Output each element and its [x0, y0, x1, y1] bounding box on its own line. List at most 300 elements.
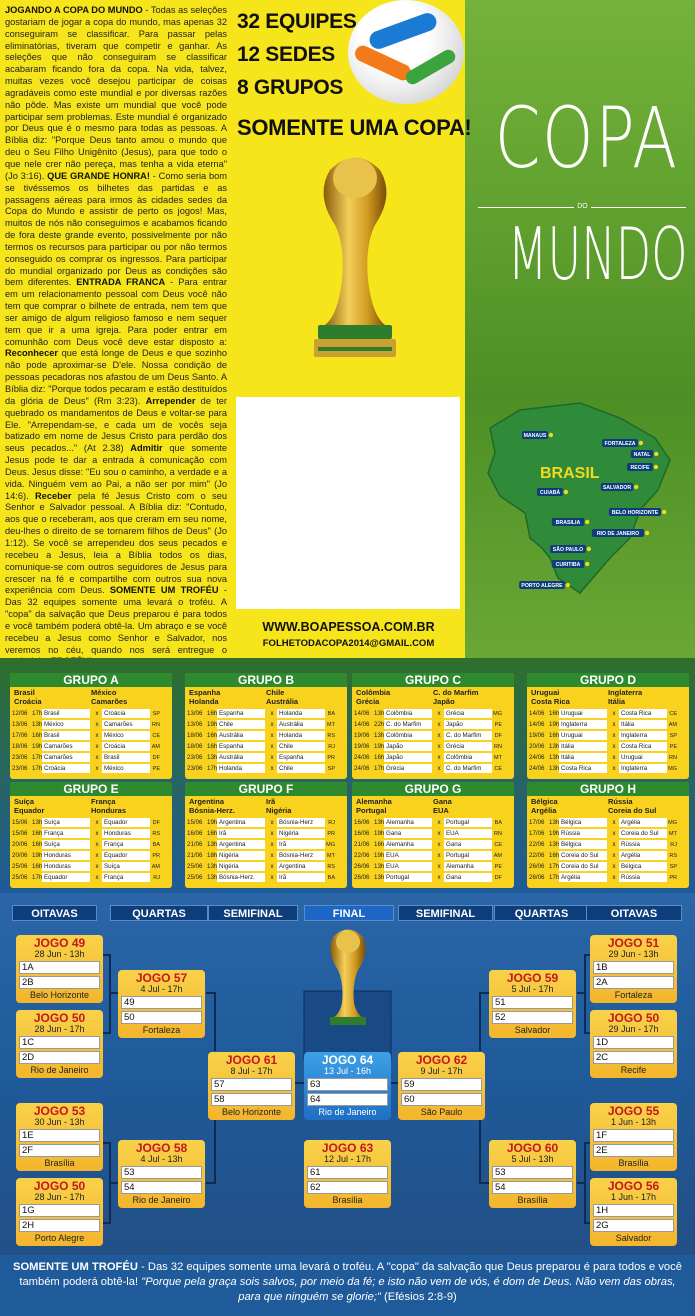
- home-team-cell[interactable]: Equador: [42, 873, 90, 882]
- team-slot-1[interactable]: 1E: [19, 1129, 100, 1142]
- match-time: 13h: [32, 819, 43, 826]
- team-slot-1[interactable]: 1B: [593, 961, 674, 974]
- match-city: Rio de Janeiro: [318, 1107, 377, 1117]
- match-row: [12, 850, 170, 861]
- home-team-cell[interactable]: Portugal: [384, 873, 432, 882]
- team-slot-2[interactable]: 2G: [593, 1219, 674, 1232]
- match-date: 28 Jun - 13h: [34, 949, 85, 959]
- match-date: 17/06: [529, 830, 545, 837]
- match-state: MT: [327, 852, 335, 859]
- match-time: 17h: [549, 863, 560, 870]
- match-state: CE: [494, 841, 502, 848]
- match-row: [187, 763, 345, 774]
- home-team-cell[interactable]: França: [42, 829, 90, 838]
- away-team-cell[interactable]: Holanda: [277, 731, 325, 740]
- away-team-cell[interactable]: Rússia: [619, 840, 667, 849]
- away-team-cell[interactable]: Nigéria: [277, 829, 325, 838]
- city-label: BRASILIA: [555, 520, 581, 526]
- home-team-cell[interactable]: Holanda: [217, 764, 265, 773]
- away-team-cell[interactable]: Brasil: [102, 753, 150, 762]
- phase-header: FINAL: [304, 905, 394, 921]
- away-team-cell[interactable]: Croácia: [102, 742, 150, 751]
- match-row: [354, 861, 512, 872]
- group-team: Alemanha: [356, 797, 392, 806]
- match-card-j49: [16, 935, 103, 1003]
- away-team-cell[interactable]: Argentina: [277, 862, 325, 871]
- team-slot-1[interactable]: 1G: [19, 1204, 100, 1217]
- group-card: [527, 673, 689, 779]
- team-slot-1[interactable]: 1F: [593, 1129, 674, 1142]
- footer-reference: (Efésios 2:8-9): [380, 1291, 457, 1303]
- match-date: 23/06: [12, 765, 28, 772]
- group-team: Bósnia-Herz.: [189, 806, 235, 815]
- match-time: 16h: [32, 841, 43, 848]
- home-team-cell[interactable]: Costa Rica: [559, 764, 607, 773]
- match-state: MG: [668, 819, 677, 826]
- away-team-cell[interactable]: Camarões: [102, 720, 150, 729]
- away-team-cell[interactable]: Bélgica: [619, 862, 667, 871]
- phase-header: QUARTAS: [494, 905, 589, 921]
- home-team-cell[interactable]: Honduras: [42, 851, 90, 860]
- away-team-cell[interactable]: França: [102, 873, 150, 882]
- home-team-cell[interactable]: Itália: [559, 753, 607, 762]
- group-team: Portugal: [356, 806, 387, 815]
- home-team-cell[interactable]: Colômbia: [384, 731, 432, 740]
- match-date: 9 Jul - 17h: [420, 1066, 463, 1076]
- home-team-cell[interactable]: Uruguai: [559, 731, 607, 740]
- away-team-cell[interactable]: Portugal: [444, 851, 492, 860]
- team-slot-1[interactable]: 49: [121, 996, 202, 1009]
- group-title: GRUPO C: [352, 673, 514, 687]
- match-date: 17/06: [12, 732, 28, 739]
- match-card-j50a: [16, 1010, 103, 1078]
- home-team-cell[interactable]: Inglaterra: [559, 720, 607, 729]
- group-team: Croácia: [14, 697, 42, 706]
- match-date: 13/06: [187, 721, 203, 728]
- match-date: 18/06: [187, 743, 203, 750]
- match-time: 19h: [374, 743, 385, 750]
- match-time: 13h: [207, 863, 218, 870]
- match-date: 24/06: [529, 765, 545, 772]
- city-dot: [639, 441, 643, 445]
- away-team-cell[interactable]: Portugal: [444, 818, 492, 827]
- home-team-cell[interactable]: Alemanha: [384, 818, 432, 827]
- match-time: 16h: [207, 710, 218, 717]
- home-team-cell[interactable]: Espanha: [217, 709, 265, 718]
- match-card-j55: [590, 1103, 677, 1171]
- city-dot: [549, 433, 553, 437]
- away-team-cell[interactable]: Grécia: [444, 709, 492, 718]
- group-card: [10, 673, 172, 779]
- home-team-cell[interactable]: Brasil: [42, 731, 90, 740]
- city-dot: [654, 465, 658, 469]
- team-slot-2[interactable]: 54: [121, 1181, 202, 1194]
- home-team-cell[interactable]: Bélgica: [559, 818, 607, 827]
- team-slot-2[interactable]: 62: [307, 1181, 388, 1194]
- match-city: Belo Horizonte: [29, 990, 90, 1000]
- score-separator: x: [437, 754, 441, 761]
- match-date: 20/06: [12, 841, 28, 848]
- match-row: [12, 828, 170, 839]
- match-state: RS: [327, 863, 335, 870]
- match-row: [354, 817, 512, 828]
- group-title: GRUPO B: [185, 673, 347, 687]
- home-team-cell[interactable]: Nigéria: [217, 862, 265, 871]
- group-team: EUA: [433, 806, 449, 815]
- home-team-cell[interactable]: Suíça: [42, 840, 90, 849]
- group-card: [10, 782, 172, 888]
- match-title: JOGO 59: [506, 971, 559, 985]
- away-team-cell[interactable]: Japão: [444, 720, 492, 729]
- team-slot-1[interactable]: 51: [492, 996, 573, 1009]
- away-team-cell[interactable]: Chile: [277, 764, 325, 773]
- group-card: [527, 782, 689, 888]
- match-date: 4 Jul - 17h: [140, 984, 183, 994]
- home-team-cell[interactable]: Nigéria: [217, 851, 265, 860]
- group-team: Brasil: [14, 688, 35, 697]
- match-city: Brasília: [618, 1158, 649, 1168]
- match-state: CE: [494, 765, 502, 772]
- team-slot-1[interactable]: 1A: [19, 961, 100, 974]
- match-card-j56: [590, 1178, 677, 1246]
- away-team-cell[interactable]: Espanha: [277, 753, 325, 762]
- team-slot-2[interactable]: 64: [307, 1093, 388, 1106]
- team-slot-1[interactable]: 53: [492, 1166, 573, 1179]
- match-state: RJ: [153, 874, 160, 881]
- match-state: BA: [327, 710, 335, 717]
- letter-para-2: - Como seria bom se tivéssemos os bilhetes das partidas e as passagens aéreas para irmos às cidades sedes da Copa do Mundo e assistir de perto os jogos! Mas, muitos de nós não conseguimos e acabamos ficando de fora deste grande evento, possivelmente por não termos os recursos para participar ou por não termos conseguido os comprar os ingressos. Para participar do mundial organizado por Deus as condições são bem diferentes.: [5, 170, 227, 288]
- team-slot-2[interactable]: 60: [401, 1093, 482, 1106]
- match-date: 17/06: [529, 819, 545, 826]
- match-state: PR: [152, 852, 160, 859]
- match-state: MG: [668, 765, 677, 772]
- team-slot-2[interactable]: 2H: [19, 1219, 100, 1232]
- home-team-cell[interactable]: Croácia: [42, 764, 90, 773]
- group-team: Costa Rica: [531, 697, 570, 706]
- group-title: GRUPO E: [10, 782, 172, 796]
- home-team-cell[interactable]: Argélia: [559, 873, 607, 882]
- away-team-cell[interactable]: Honduras: [102, 829, 150, 838]
- website-link[interactable]: WWW.BOAPESSOA.COM.BR: [262, 620, 435, 634]
- team-slot-1[interactable]: 61: [307, 1166, 388, 1179]
- home-team-cell[interactable]: EUA: [384, 862, 432, 871]
- score-separator: x: [270, 863, 274, 870]
- match-city: Fortaleza: [142, 1025, 181, 1035]
- home-team-cell[interactable]: Alemanha: [384, 840, 432, 849]
- away-team-cell[interactable]: Rússia: [619, 873, 667, 882]
- group-team: Argélia: [531, 806, 557, 815]
- away-team-cell[interactable]: Irã: [277, 840, 325, 849]
- home-team-cell[interactable]: Austrália: [217, 731, 265, 740]
- city-label: PORTO ALEGRE: [521, 583, 563, 589]
- match-state: AM: [151, 863, 160, 870]
- team-slot-2[interactable]: 58: [211, 1093, 292, 1106]
- match-city: Belo Horizonte: [221, 1107, 282, 1117]
- match-row: [12, 817, 170, 828]
- group-team: Espanha: [189, 688, 221, 697]
- score-separator: x: [612, 743, 616, 750]
- match-title: JOGO 50: [607, 1011, 660, 1025]
- match-time: 13h: [549, 841, 560, 848]
- away-team-cell[interactable]: México: [102, 764, 150, 773]
- match-row: [529, 719, 687, 730]
- final-trophy-image: [318, 925, 378, 1030]
- match-row: [12, 730, 170, 741]
- away-team-cell[interactable]: C. do Marfim: [444, 764, 492, 773]
- score-separator: x: [612, 852, 616, 859]
- city-dot: [634, 485, 638, 489]
- letter-para-5: de ter quebrado os mandamentos de Deus e voltar-se para Ele. "Arrependam-se, e cada um de vocês seja batizado em nome de Jesus Cristo para perdão dos seus pecados..." (At 2.38): [5, 395, 227, 454]
- match-time: 16h: [32, 830, 43, 837]
- score-separator: x: [437, 841, 441, 848]
- away-team-cell[interactable]: Argélia: [619, 818, 667, 827]
- away-team-cell[interactable]: Gana: [444, 873, 492, 882]
- match-date: 26/06: [354, 863, 370, 870]
- city-dot: [566, 583, 570, 587]
- score-separator: x: [437, 732, 441, 739]
- group-title: GRUPO H: [527, 782, 689, 796]
- phase-header: OITAVAS: [586, 905, 682, 921]
- home-team-cell[interactable]: Bélgica: [559, 840, 607, 849]
- team-slot-2[interactable]: 2E: [593, 1144, 674, 1157]
- match-city: Fortaleza: [614, 990, 653, 1000]
- away-team-cell[interactable]: Alemanha: [444, 862, 492, 871]
- home-team-cell[interactable]: Bósnia-Herz.: [217, 873, 265, 882]
- match-state: PR: [327, 830, 335, 837]
- match-date: 30 Jun - 13h: [34, 1117, 85, 1127]
- match-state: MT: [669, 830, 677, 837]
- city-label: MANAUS: [523, 433, 547, 439]
- away-team-cell[interactable]: Irã: [277, 873, 325, 882]
- match-state: PE: [494, 721, 502, 728]
- away-team-cell[interactable]: Argélia: [619, 851, 667, 860]
- away-team-cell[interactable]: Bósnia-Herz: [277, 851, 325, 860]
- match-row: [187, 839, 345, 850]
- home-team-cell[interactable]: Argentina: [217, 818, 265, 827]
- match-state: RS: [327, 732, 335, 739]
- home-team-cell[interactable]: Japão: [384, 742, 432, 751]
- phase-header: OITAVAS: [12, 905, 97, 921]
- match-time: 13h: [549, 743, 560, 750]
- city-label: CURITIBA: [555, 562, 581, 568]
- home-team-cell[interactable]: Japão: [384, 753, 432, 762]
- team-slot-2[interactable]: 52: [492, 1011, 573, 1024]
- letter-para-1: - Todas as seleções gostariam de jogar a copa do mundo, mas apenas 32 conseguiram se classificar. Para passar pelas eliminatórias, tiveram que competir e ganhar. As seleções que não conseguiram se classificar acabaram ficando fora da copa. Na vida, talvez, muitas vezes você desejou participar de coisas agradáveis como este mundial e por diversas razões não pôde. Mas existe um mundial que você pode participar sem problemas. Este mundial é organizado por Deus que é o mesmo para todas as pessoas. A Bíblia diz: "Porque Deus tanto amou o mundo que deu o Seu Filho Unigênito (Jesus), para que todo o que nele crer não pereça, mas tenha a vida eterna" (Jo 3:16).: [5, 5, 227, 181]
- score-separator: x: [95, 830, 99, 837]
- home-team-cell[interactable]: Suíça: [42, 818, 90, 827]
- home-team-cell[interactable]: Uruguai: [559, 709, 607, 718]
- match-time: 16h: [374, 841, 385, 848]
- match-date: 19/06: [354, 732, 370, 739]
- home-team-cell[interactable]: EUA: [384, 851, 432, 860]
- away-team-cell[interactable]: Suíça: [102, 862, 150, 871]
- match-date: 12/06: [12, 710, 28, 717]
- score-separator: x: [612, 863, 616, 870]
- match-time: 17h: [374, 765, 385, 772]
- match-date: 5 Jul - 17h: [511, 984, 554, 994]
- team-slot-2[interactable]: 54: [492, 1181, 573, 1194]
- home-team-cell[interactable]: Rússia: [559, 829, 607, 838]
- away-team-cell[interactable]: EUA: [444, 829, 492, 838]
- match-time: 13h: [374, 819, 385, 826]
- match-date: 22/06: [529, 852, 545, 859]
- title-copa: COPA: [494, 89, 679, 187]
- match-title: JOGO 53: [33, 1104, 86, 1118]
- match-card-j62: [398, 1052, 485, 1120]
- match-date: 1 Jun - 13h: [610, 1117, 657, 1127]
- team-slot-1[interactable]: 63: [307, 1078, 388, 1091]
- match-card-j53: [16, 1103, 103, 1171]
- team-slot-1[interactable]: 59: [401, 1078, 482, 1091]
- match-date: 29 Jun - 17h: [608, 1024, 659, 1034]
- group-team: Equador: [14, 806, 45, 815]
- team-slot-2[interactable]: 2D: [19, 1051, 100, 1064]
- home-team-cell[interactable]: Grécia: [384, 764, 432, 773]
- away-team-cell[interactable]: Equador: [102, 818, 150, 827]
- match-date: 14/06: [354, 721, 370, 728]
- away-team-cell[interactable]: França: [102, 840, 150, 849]
- match-row: [529, 763, 687, 774]
- city-label: FORTALEZA: [604, 441, 636, 447]
- score-separator: x: [95, 819, 99, 826]
- team-slot-1[interactable]: 1H: [593, 1204, 674, 1217]
- group-team: Grécia: [356, 697, 380, 706]
- match-date: 23/06: [12, 754, 28, 761]
- away-team-cell[interactable]: Gana: [444, 840, 492, 849]
- group-team: Austrália: [266, 697, 299, 706]
- match-time: 18h: [207, 852, 218, 859]
- home-team-cell[interactable]: Itália: [559, 742, 607, 751]
- match-date: 24/06: [354, 754, 370, 761]
- away-team-cell[interactable]: Croácia: [102, 709, 150, 718]
- match-date: 25/06: [187, 874, 203, 881]
- group-team: Honduras: [91, 806, 127, 815]
- away-team-cell[interactable]: México: [102, 731, 150, 740]
- match-date: 25/06: [12, 863, 28, 870]
- home-team-cell[interactable]: Gana: [384, 829, 432, 838]
- home-team-cell[interactable]: Brasil: [42, 709, 90, 718]
- match-state: RN: [494, 743, 502, 750]
- away-team-cell[interactable]: Itália: [619, 720, 667, 729]
- match-title: JOGO 50: [33, 1011, 86, 1025]
- home-team-cell[interactable]: C. do Marfim: [384, 720, 432, 729]
- home-team-cell[interactable]: México: [42, 720, 90, 729]
- match-state: RS: [152, 830, 160, 837]
- home-team-cell[interactable]: Coreia do Sul: [559, 862, 607, 871]
- match-date: 12 Jul - 17h: [323, 1154, 372, 1164]
- score-separator: x: [612, 765, 616, 772]
- match-state: BA: [152, 841, 160, 848]
- match-date: 14/06: [529, 710, 545, 717]
- match-card-j63: [304, 1140, 391, 1208]
- match-state: RJ: [670, 841, 677, 848]
- email-link[interactable]: FOLHETODACOPA2014@GMAIL.COM: [262, 638, 435, 649]
- home-team-cell[interactable]: Camarões: [42, 742, 90, 751]
- group-team: Nigéria: [266, 806, 292, 815]
- team-slot-1[interactable]: 57: [211, 1078, 292, 1091]
- match-row: [187, 872, 345, 883]
- match-time: 13h: [207, 874, 218, 881]
- match-row: [12, 872, 170, 883]
- away-team-cell[interactable]: Uruguai: [619, 753, 667, 762]
- away-team-cell[interactable]: Costa Rica: [619, 742, 667, 751]
- away-team-cell[interactable]: Inglaterra: [619, 731, 667, 740]
- away-team-cell[interactable]: Austrália: [277, 720, 325, 729]
- home-team-cell[interactable]: Austrália: [217, 753, 265, 762]
- match-title: JOGO 62: [415, 1053, 468, 1067]
- home-team-cell[interactable]: Honduras: [42, 862, 90, 871]
- home-team-cell[interactable]: Coreia do Sul: [559, 851, 607, 860]
- letter-para-4: que está longe de Deus e que sozinho não pode aproximar-se D'ele. Nossa condição de pessoas pecadoras nos afastou de um Deus Santo. A Bíblia diz: "Porque todos pecaram e estão destituídos da glória de Deus" (Rm 3:23).: [5, 348, 227, 406]
- city-label: NATAL: [633, 452, 651, 458]
- away-team-cell[interactable]: Coreia do Sul: [619, 829, 667, 838]
- home-team-cell[interactable]: Camarões: [42, 753, 90, 762]
- match-date: 16/06: [187, 830, 203, 837]
- away-team-cell[interactable]: Bósnia-Herz: [277, 818, 325, 827]
- home-team-cell[interactable]: Espanha: [217, 742, 265, 751]
- away-team-cell[interactable]: Grécia: [444, 742, 492, 751]
- city-dot: [564, 490, 568, 494]
- city-label: BELO HORIZONTE: [611, 510, 659, 516]
- home-team-cell[interactable]: Irã: [217, 829, 265, 838]
- match-row: [12, 763, 170, 774]
- team-slot-2[interactable]: 2A: [593, 976, 674, 989]
- score-separator: x: [95, 852, 99, 859]
- match-state: BA: [494, 819, 502, 826]
- team-slot-1[interactable]: 1C: [19, 1036, 100, 1049]
- team-slot-2[interactable]: 2C: [593, 1051, 674, 1064]
- team-slot-1[interactable]: 53: [121, 1166, 202, 1179]
- score-separator: x: [437, 743, 441, 750]
- away-team-cell[interactable]: Inglaterra: [619, 764, 667, 773]
- away-team-cell[interactable]: Colômbia: [444, 753, 492, 762]
- score-separator: x: [270, 721, 274, 728]
- match-date: 21/06: [187, 852, 203, 859]
- home-team-cell[interactable]: Chile: [217, 720, 265, 729]
- letter-heading-3: ENTRADA FRANCA: [76, 277, 166, 288]
- match-time: 17h: [32, 765, 43, 772]
- letter-heading-1: JOGANDO A COPA DO MUNDO: [5, 5, 143, 15]
- team-slot-2[interactable]: 50: [121, 1011, 202, 1024]
- match-state: SP: [327, 765, 335, 772]
- match-date: 26/06: [529, 874, 545, 881]
- home-team-cell[interactable]: Argentina: [217, 840, 265, 849]
- footer-message: [0, 1255, 695, 1316]
- team-slot-2[interactable]: 2B: [19, 976, 100, 989]
- match-city: São Paulo: [420, 1107, 463, 1117]
- match-date: 14/06: [354, 710, 370, 717]
- match-title: JOGO 51: [607, 936, 660, 950]
- score-separator: x: [612, 710, 616, 717]
- score-separator: x: [95, 765, 99, 772]
- away-team-cell[interactable]: C. do Marfim: [444, 731, 492, 740]
- letter-heading-6: Admitir: [130, 443, 163, 454]
- away-team-cell[interactable]: Costa Rica: [619, 709, 667, 718]
- score-separator: x: [270, 754, 274, 761]
- team-slot-1[interactable]: 1D: [593, 1036, 674, 1049]
- away-team-cell[interactable]: Chile: [277, 742, 325, 751]
- home-team-cell[interactable]: Colômbia: [384, 709, 432, 718]
- team-slot-2[interactable]: 2F: [19, 1144, 100, 1157]
- match-time: 16h: [207, 743, 218, 750]
- match-state: RN: [669, 754, 677, 761]
- match-title: JOGO 58: [135, 1141, 188, 1155]
- away-team-cell[interactable]: Equador: [102, 851, 150, 860]
- match-row: [354, 719, 512, 730]
- away-team-cell[interactable]: Holanda: [277, 709, 325, 718]
- match-date: 15/06: [12, 830, 28, 837]
- match-date: 28 Jun - 17h: [34, 1024, 85, 1034]
